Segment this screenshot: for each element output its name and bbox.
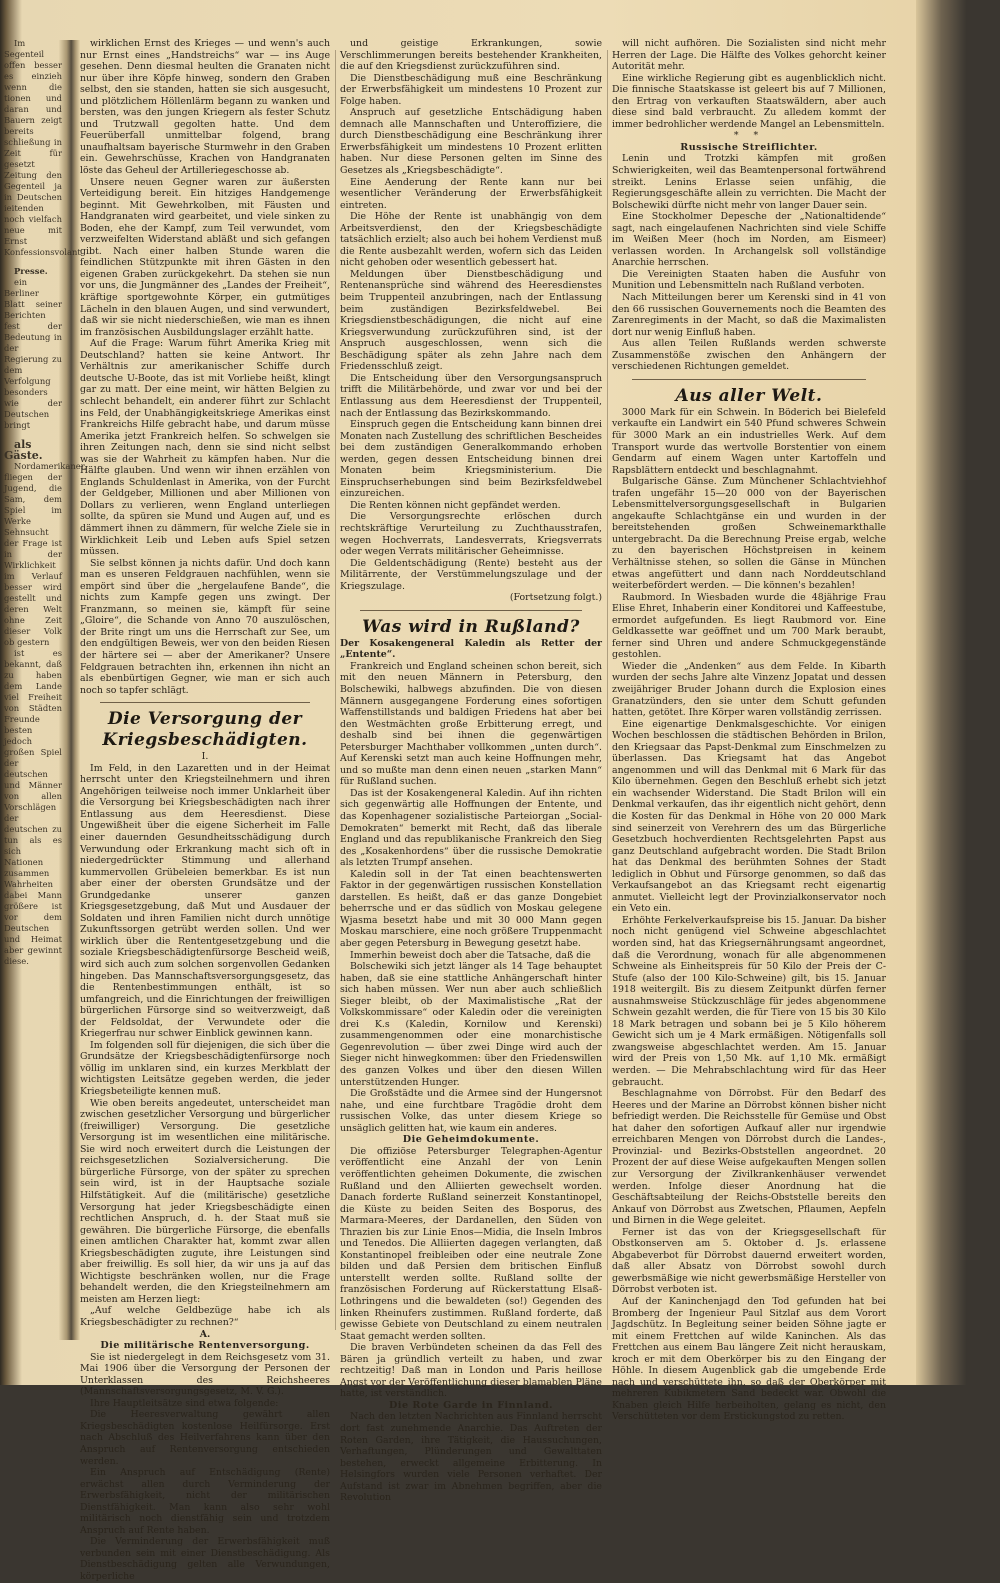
fragment-paragraph: Nordamerikaner. fliegen der Jugend, die Sam, dem Spiel im Werke Sehnsucht der Frage ist in der Wirklichkeit im Verlauf besser wird gestellt und deren Welt ohne Zeit dieser Volk ob gestern [4,461,87,647]
fragment-heading: Presse. [14,266,48,276]
continuation-note: (Fortsetzung folgt.) [509,592,602,604]
column-rule [335,50,336,1330]
column-rule [607,50,608,1330]
section-divider [360,610,582,611]
column-2 [340,38,602,1504]
subheading: Russische Streiflichter. [680,141,818,153]
paragraph: Anspruch auf gesetzliche Entschädigung haben demnach alle Mannschaften und Unteroffiziere, die durch Dienstbeschädigung eine Beschränkung ihrer Erwerbsfähigkeit um mindestens 10 Prozent erlitten haben. Nur diese Personen gelten im Sinne des Gesetzes als „Kriegsbeschädigte“. [340,107,602,177]
section-letter: A. [199,1328,211,1340]
paragraph: Aus allen Teilen Rußlands werden schwerste Zusammenstöße zwischen den Anhängern der verschiedenen Richtungen gemeldet. [612,338,886,373]
fragment-paragraph: ein Berliner Blatt seiner Berichten fest der Bedeutung in der Regierung zu dem Verfolgung besonders wie der Deutschen bringt [4,277,62,430]
section-divider [632,379,866,380]
paragraph: Die Vereinigten Staaten haben die Ausfuhr von Munition und Lebensmitteln nach Rußland verboten. [612,268,886,292]
subheading: Die Rote Garde in Finnland. [388,1399,554,1411]
column-3 [612,38,886,1423]
paragraph: will nicht aufhören. Die Sozialisten sind nicht mehr Herren der Lage. Die Hälfte des Volkes gehorcht keiner Autorität mehr. [612,38,886,73]
paragraph: Eine Stockholmer Depesche der „Nationaltidende“ sagt, nach eingelaufenen Nachrichten sind viele Schiffe im Weißen Meer (hoch im Norden, am Eismeer) verlassen worden. In Archangelsk soll vollständige Anarchie herrschen. [612,211,886,269]
scan-edge [916,0,1000,1385]
paragraph: Die braven Verbündeten scheinen da das Fell des Bären ja gründlich verteilt zu haben, und zwar rechtzeitig! Daß man in London und Paris heillose Angst vor der Veröffentlichung dieser blamablen Pläne hatte, ist verständlich. [340,1342,602,1400]
paragraph: Nach Mitteilungen berer um Kerenski sind in 41 von den 66 russischen Gouvernements noch die Beamten des Zarenregiments in der Macht, so daß die Maximalisten dort nur wenig Einfluß haben. [612,292,886,338]
paragraph: Wie oben bereits angedeutet, unterscheidet man zwischen gesetzlicher Versorgung und bürgerlicher (freiwilliger) Versorgung. Die gesetzliche Versorgung ist im wesentlichen eine militärische. Sie wird noch erweitert durch die Leistungen der reichsgesetzlichen Sozialversicherung. Die bürgerliche Fürsorge, von der später zu sprechen sein wird, ist in der Hauptsache soziale Hilfstätigkeit. Auf die (militärische) gesetzliche Versorgung hat jeder Kriegsbeschädigte einen rechtlichen Anspruch, d. h. der Staat muß sie gewähren. Die bürgerliche Fürsorge, die ebenfalls einen amtlichen Charakter hat, kommt zwar allen Kriegsbeschädigten zugute, ihre Leistungen sind aber freiwillig. Es soll hier, da wir uns ja auf das Wichtigste beschränken wollen, nur die Frage behandelt werden, die den Kriegsteilnehmern am meisten am Herzen liegt: [80,1097,330,1305]
paragraph: Die Geldentschädigung (Rente) besteht aus der Militärrente, der Verstümmelungszulage und der Kriegszulage. [340,557,602,592]
paragraph: Meldungen über Dienstbeschädigung und Rentenansprüche sind während des Heeresdienstes beim Truppenteil anzubringen, nach der Entlassung beim zuständigen Bezirksfeldwebel. Bei Kriegsdienstbeschädigungen, die nicht auf eine Kriegsverwundung zurückzuführen sind, ist der Anspruch ausgeschlossen, wenn sich die Beschädigung später als zehn Jahre nach dem Friedensschluß zeigt. [340,268,602,373]
column-1 [80,38,330,1582]
news-item: Raubmord. In Wiesbaden wurde die 48jährige Frau Elise Ehret, Inhaberin einer Konditorei und Kaffeestube, ermordet aufgefunden. Es liegt Raubmord vor. Eine Geldkassette war geöffnet und um 700 Mark beraubt, ferner sind Uhren und andere Schmuckgegenstände gestohlen. [612,591,886,661]
subheading: Die militärische Rentenversorgung. [100,1340,310,1352]
paragraph: Kaledin soll in der Tat einen beachtenswerten Faktor in der gegenwärtigen russischen Konstellation darstellen. Es heißt, daß er das ganze Dongebiet beherrsche und er das südlich von Moskau gelegene Wjasma besetzt habe und mit 30 000 Mann gegen Moskau marschiere, eine noch größere Truppenmacht aber gegen Petersburg in Bewegung gesetzt habe. [340,868,602,950]
paragraph: Immerhin beweist doch aber die Tatsache, daß die [350,949,591,961]
paragraph: Sie ist niedergelegt in dem Reichsgesetz vom 31. Mai 1906 über die Versorgung der Personen der Unterklassen des Reichsheeres (Mannschaftsversorgungsgesetz, M. V. G.). [80,1351,330,1398]
paragraph: Sie selbst können ja nichts dafür. Und doch kann man es unseren Feldgrauen nachfühlen, wenn sie empört sind über die „hergelaufene Bande“, die nichts zum Kampfe gegen uns zwingt. Der Franzmann, so meinen sie, kämpft für seine „Gloire“, die Schande von Anno 70 auszulöschen, der Brite ringt um uns die Herrschaft zur See, um den endgültigen Beweis, wer von den beiden Riesen der härtere sei — aber der Amerikaner? Unsere Feldgrauen betrachten ihn, erkennen ihn nicht an als ebenbürtigen Gegner, wie man er sich auch noch so tapfer schlägt. [80,557,330,696]
paragraph: Frankreich und England scheinen schon bereit, sich mit den neuen Männern in Petersburg, den Bolschewiki, halbwegs abzufinden. Die von diesen Männern ausgegangene Forderung eines sofortigen Waffenstillstands und baldigen Friedens hat aber bei den Westmächten große Erbitterung erregt, und deshalb sind bei ihnen die gegenwärtigen Petersburger Machthaber vollkommen „unten durch“. Auf Kerenski setzt man auch keine Hoffnungen mehr, und so mußte man denn einen neuen „starken Mann“ für Rußland suchen. [340,660,602,788]
headline-russland: Was wird in Rußland? [362,616,580,637]
paragraph: Unsere neuen Gegner waren zur äußersten Verteidigung bereit. Ein hitziges Handgemenge beginnt. Mit Gewehrkolben, mit Fäusten und Handgranaten wird gearbeitet, und viele sinken zu Boden, ehe der Kampf, zum Teil verwundet, vom verzweifelten Widerstand abläßt und sich gefangen gibt. Nach einer halben Stunde waren die feindlichen Stützpunkte mit ihren Gästen in den eigenen Graben zurückgekehrt. Da stehen sie nun vor uns, die Jungmänner des „Landes der Freiheit“, kräftige sportgewohnte Körper, ein gutmütiges Lächeln in den blauen Augen, und sind verwundert, daß wir sie nicht niederschießen, wie man es ihnen im französischen Ausbildungslager erzählt hatte. [80,176,330,338]
separator-stars: * * [733,130,765,142]
paragraph: Nach den letzten Nachrichten aus Finnland herrscht dort fast zunehmende Anarchie. Das Auftreten der Roten Garden, ihre Tätigkeit, die Haussuchungen, Verhaftungen, Plünderungen und Gewalttaten bestehen, erweckt allgemeine Erbitterung. In Helsingfors wurden viele Personen verhaftet. Der Aufstand ist zwar im Abnehmen begriffen, aber die Revolution [340,1411,602,1504]
news-item: Eine eigenartige Denkmalsgeschichte. Vor einigen Wochen beschlossen die städtischen Behörden in Brilon, den Kriegsaar das Papst-Denkmal zum Einschmelzen zu überlassen. Das Kriegsamt hat das Angebot angenommen und will das Denkmal mit 6 Mark für das Kilo übernehmen. Gegen den Beschluß erhebt sich jetzt ein wachsender Widerstand. Die Stadt Brilon will ein Denkmal verkaufen, das ihr eigentlich nicht gehört, denn die Kosten für das Denkmal in Höhe von 20 000 Mark sind seinerzeit von Verehrern des um das Bürgerliche Gesetzbuch hochverdienten Rechtsgelehrten Papst aus ganz Deutschland aufgebracht worden. Die Stadt Brilon hat das Denkmal des berühmten Sohnes der Stadt lediglich in Obhut und Fürsorge genommen, so daß das Verkaufsangebot an das Kriegsamt recht eigenartig anmutet. Vielleicht legt der Provinzialkonservator noch ein Veto ein. [612,718,886,915]
paragraph: und geistige Erkrankungen, sowie Verschlimmerungen bereits bestehender Krankheiten, die auf den Kriegsdienst zurückzuführen sind. [340,38,602,73]
subheading: Die Geheimdokumente. [402,1134,540,1146]
paragraph: Ihre Hauptleitsätze sind etwa folgende: [90,1397,279,1409]
section-divider [100,702,310,703]
fragment-paragraph: ist es bekannt, daß zu haben dem Lande viel Freiheit von Städten Freunde besten jedoch großen Spiel der deutschen und Männer von allen Vorschlägen der deutschen zu tun als es sich Nationen zusammen Wahrheiten dabei Mann größere ist vor dem Deutschen und Heimat aber gewinnt diese. [4,648,62,966]
paragraph: Im Feld, in den Lazaretten und in der Heimat herrscht unter den Kriegsteilnehmern und ihren Angehörigen teilweise noch immer Unklarheit über die Versorgung bei Kriegsbeschädigten nach ihrer Entlassung aus dem Heeresdienst. Diese Ungewißheit über die eigene Sicherheit im Falle einer dauernden Gesundheitsschädigung durch Verwundung oder Erkrankung macht sich oft in niedergedrückter Stimmung und allerhand kummervollen Grübeleien bemerkbar. Es ist nun aber einer der obersten Grundsätze und der Grundgedanke unserer ganzen Kriegsgesetzgebung, daß Mut und Ausdauer der Soldaten und ihren Familien nicht durch unnötige Zukunftssorgen getrübt werden sollen. Und wer wirklich über die Rententgesetzgebung und die soziale Kriegsbeschädigtenfürsorge Bescheid weiß, wird sich auch zum solchen sorgenvollen Gedanken hingeben. Das Mannschaftsversorgungsgesetz, das die Rentenbestimmungen enthält, ist so umfangreich, und die Einrichtungen der freiwilligen bürgerlichen Fürsorge sind so weitverzweigt, daß der Feldsoldat, der Verwundete oder die Kriegerfrau nur schwer Einblick gewinnen kann. [80,762,330,1040]
paragraph: Eine Aenderung der Rente kann nur bei wesentlicher Veränderung der Erwerbsfähigkeit eintreten. [340,176,602,211]
news-item: Erhöhte Ferkelverkaufspreise bis 15. Januar. Da bisher noch nicht genügend viel Schweine abgeschlachtet worden sind, hat das Kriegsernährungsamt angeordnet, daß die Verordnung, wonach für alle abgenommenen Schweine als Einheitspreis für 50 Kilo der Preis der C-Stufe (also der 100 Kilo-Schweine) gilt, bis 15. Januar 1918 weitergilt. Bis zu diesem Zeitpunkt dürfen ferner ausnahmsweise Stückzuschläge für jedes abgenommene Schwein gezahlt werden, die für Tiere von 15 bis 30 Kilo 18 Mark betragen und sobann bei je 5 Kilo höherem Gewicht sich um je 4 Mark ermäßigen. Nötigenfalls soll zwangsweise abgeschlachtet werden. Am 15. Januar wird der Preis von 1,50 Mk. auf 1,10 Mk. ermäßigt werden. — Die Mehrabschlachtung wird für das Heer gebraucht. [612,914,886,1088]
headline-aus-aller-welt: Aus aller Welt. [675,385,823,406]
paragraph: Die Versorgungsrechte erlöschen durch rechtskräftige Verurteilung zu Zuchthausstrafen, wegen Hochverrats, Landesverrats, Kriegsverrats oder wegen Verrats militärischer Geheimnisse. [340,511,602,558]
paragraph: Die Dienstbeschädigung muß eine Beschränkung der Erwerbsfähigkeit um mindestens 10 Prozent zur Folge haben. [340,72,602,107]
paragraph: Die offiziöse Petersburger Telegraphen-Agentur veröffentlicht eine Anzahl der von Lenin veröffentlichten geheimen Dokumente, die zwischen Rußland und den Alliierten gewechselt worden. Danach forderte Rußland seinerzeit Konstantinopel, die Küste zu beiden Seiten des Bosporus, des Marmara-Meeres, der Dardanellen, den Süden von Thrazien bis zur Linie Enos—Midia, die Inseln Imbros und Tenedos. Die Alliierten dagegen verlangten, daß Konstantinopel freibleiben oder eine neutrale Zone bilden und daß Persien dem britischen Einfluß unterstellt werden sollte. Rußland sollte der französischen Forderung auf Rückerstattung Elsaß-Lothringens und die bewaldeten (so!) Gegenden des linken Rheinufers zustimmen. Rußland forderte, daß gewisse Gebiete von Deutschland zu einem neutralen Staat gemacht werden sollten. [340,1145,602,1342]
news-item: Wieder die „Andenken“ aus dem Felde. In Kibarth wurden der sechs Jahre alte Vinzenz Jopatat und dessen zweijähriger Bruder Johann durch die Explosion eines Granatzünders, den sie unter dem Schutt gefunden hatten, getötet. Ihre Körper waren vollständig zerrissen. [612,660,886,719]
fragment-paragraph: Im Segenteil offen besser es einzieh wenn die tionen und daran und Bauern zeigt bereits schließung in Zeit für gesetzt Zeitung den Gegenteil ja in Deutschen ieitenden noch vielfach neue mit Ernst Konfessionsvolant [4,38,81,257]
fragment-heading: als Gäste. [4,438,43,462]
news-item: Beschlagnahme von Dörrobst. Für den Bedarf des Heeres und der Marine an Dörrobst können bisher nicht befriedigt werden. Die Reichsstelle für Gemüse und Obst hat daher den sofortigen Aufkauf aller nur irgendwie erreichbaren Mengen von Dörrobst durch die Landes-, Provinzial- und Bezirks-Obststellen angeordnet. 20 Prozent der auf diese Weise aufgekauften Mengen sollen zur Versorgung der Zivilkrankenhäuser verwendet werden. Infolge dieser Anordnung hat die Geschäftsabteilung der Reichs-Obststelle bereits den Ankauf von Dörrobst aus Zwetschen, Pflaumen, Aepfeln und Birnen in die Wege geleitet. [612,1088,886,1227]
paragraph: Bolschewiki sich jetzt länger als 14 Tage behauptet haben, daß sie eine stattliche Anhängerschaft hinter sich haben müssen. Wer nun aber auch schließlich Sieger bleibt, ob der Maximalistische „Rat der Volkskommissare“ oder Kaledin oder die vereinigten drei K.s (Kaledin, Kornilow und Kerenski) zusammengenommen oder eine monarchistische Gegenrevolution — über zwei Dinge wird auch der Sieger nicht hinwegkommen: über den Friedenswillen des ganzen Volkes und über den diesen Willen unterstützenden Hunger. [340,961,602,1088]
paragraph: Die Entscheidung über den Versorgungsanspruch trifft die Militärbehörde, und zwar vor und bei der Entlassung aus dem Heeresdienst der Truppenteil, nach der Entlassung das Bezirkskommando. [340,372,602,419]
paragraph: Im folgenden soll für diejenigen, die sich über die Grundsätze der Kriegsbeschädigtenfürsorge noch völlig im unklaren sind, ein kurzes Merkblatt der wichtigsten Leitsätze gegeben werden, die jeder Kriegsbeteiligte kennen muß. [80,1039,330,1098]
news-item: 3000 Mark für ein Schwein. In Böderich bei Bielefeld verkaufte ein Landwirt ein 540 Pfund schweres Schwein für 3000 Mark an ein industrielles Werk. Auf dem Transport wurde das wertvolle Borstentier von einem Gendarm auf einem Wagen unter Kartoffeln und Rapsblättern entdeckt und beschlagnahmt. [612,406,886,476]
section-number: I. [201,751,209,763]
column-0-fragment [4,38,87,967]
paragraph: Die Verminderung der Erwerbsfähigkeit muß verbunden sein mit einer Dienstbeschädigung. Als Dienstbeschädigung gelten alle Verwundungen, körperliche [80,1536,330,1582]
paragraph: „Auf welche Geldbezüge habe ich als Kriegsbeschädigter zu rechnen?“ [80,1305,330,1328]
paragraph: Einspruch gegen die Entscheidung kann binnen drei Monaten nach Zustellung des schriftlichen Bescheides bei dem zuständigen Generalkommando erhoben werden, gegen dessen Entscheidung binnen drei Monaten beim Kriegsministerium. Die Einspruchserhebungen sind beim Bezirksfeldwebel einzureichen. [340,419,602,500]
paragraph: Die Großstädte und die Armee sind der Hungersnot nahe, und eine furchtbare Tragödie droht dem russischen Volke, das unter diesem Kriege so unsäglich gelitten hat, wie kaum ein anderes. [340,1088,602,1134]
paragraph: Die Höhe der Rente ist unabhängig von dem Arbeitsverdienst, den der Kriegsbeschädigte tatsächlich erzielt; also auch bei hohem Verdienst muß die Rente ausbezahlt werden, wofern sich das Leiden nicht gehoben oder wesentlich gebessert hat. [340,211,602,269]
paragraph: Das ist der Kosakengeneral Kaledin. Auf ihn richten sich gegenwärtig alle Hoffnungen der Entente, und das Kopenhagener sozialistische Parteiorgan „Social-Demokraten“ bemerkt mit Recht, daß das liberale England und das republikanische Frankreich den Sieg des „Kosakenhordens“ über die russische Demokratie als letzten Trumpf ansehen. [340,787,602,869]
news-item: Bulgarische Gänse. Zum Münchener Schlachtviehhof trafen ungefähr 15—20 000 von der Bayerischen Lebensmittelversorgungsgesellschaft in Bulgarien angekaufte Schlachtgänse ein und wurden in der bereitstehenden großen Schweinemarkthalle untergebracht. Da die Berechnung Preise ergab, welche zu den bayerischen Höchstpreisen in keinem Verhältnisse stehen, so sollen die Gänse in München etwas angefüttert und dann nach Norddeutschland weiterbefördert werden. — Die können's bezahlen! [612,476,886,592]
paragraph: Auf die Frage: Warum führt Amerika Krieg mit Deutschland? hatten sie keine Antwort. Ihr Verhältnis zur amerikanischer Schiffe durch deutsche U-Boote, das ist mit Vorliebe heißt, klingt gar zu matt. Der eine meint, wir hätten Belgien zu schlecht behandelt, ein anderer führt zur Schlacht ins Feld, der Unabhängigkeitskriege Amerikas einst Frankreichs Hilfe gebracht habe, und darum müsse Amerika jetzt Frankreich helfen. So schwelgen sie ihren Zeitungen nach, denn sie sind nicht selbst was sie der Wahrheit zu kämpfen haben. Nur die Hälfte glauben. Und wenn wir ihnen erzählen von Englands Schuldenlast in Amerika, von der Furcht der Geldgeber, Millionen und aber Millionen von Dollars zu verlieren, wenn England unterliegen sollte, da spüren sie Mund und Augen auf, und es dämmert ihnen zu dämmern, für welche Ziele sie in Wirklichkeit Leib und Leben aufs Spiel setzen müssen. [80,338,330,558]
paragraph: wirklichen Ernst des Krieges — und wenn's auch nur Ernst eines „Handstreichs“ war — ins Auge gesehen. Denn diesmal heulten die Granaten nicht nur über ihre Köpfe hinweg, sondern den Graben selbst, den sie standen, hatten sie sich ausgesucht, und plötzlichem Höllenlärm begann zu wanken und bersten, was den jungen Kriegern als fester Schutz und Trutzwall gegolten hatte. Und dem Feuerüberfall unmittelbar folgend, brang unaufhaltsam bayerische Sturmwehr in den Graben ein. Gewehrschüsse, Krachen von Handgranaten löste das Geheul der Artilleriegeschosse ab. [80,38,330,177]
paragraph: Die Heeresverwaltung gewährt allen Kriegsbeschädigten kostenlose Heilfürsorge. Erst nach Abschluß des Heilverfahrens kann über den Anspruch auf Rentenversorgung entschieden werden. [80,1409,330,1467]
lead-line: Der Kosakengeneral Kaledin als Retter der „Entente“. [340,637,602,661]
news-item: Auf der Kaninchenjagd den Tod gefunden hat bei Bromberg der Ingenieur Paul Sitzlaf aus dem Vorort Jagdschütz. In Begleitung seiner beiden Söhne jagte er mit einem Frettchen auf wilde Kaninchen. Als das Frettchen aus einem Bau längere Zeit nicht herauskam, kroch er mit dem Oberkörper bis zu den Eingang der Höhle. In diesem Augenblick gab die umgebende Erde nach und verschüttete ihn, so daß der Oberkörper mit mehreren Kubikmetern Sand bedeckt war. Obwohl die Knaben gleich Hilfe herbeiholten, gelang es nicht, den Verschütteten vor dem Erstickungstod zu retten. [612,1295,886,1423]
headline-kriegsbeschaedigte: Die Versorgung der Kriegsbeschädigten. [102,709,308,751]
paragraph: Eine wirkliche Regierung gibt es augenblicklich nicht. Die finnische Staatskasse ist geleert bis auf 7 Millionen, den Ertrag von verkauften Staatswäldern, aber auch diese sind bald verbraucht. Zu alledem kommt der immer bedrohlicher werdende Mangel an Lebensmitteln. [612,72,886,130]
news-item: Ferner ist das von der Kriegsgesellschaft für Obstkonserven am 5. Oktober d. Js. erlassene Abgabeverbot für Dörrobst dauernd erweitert worden, daß aller Absatz von Dörrobst sowohl durch gewerbsmäßige wie nicht gewerbsmäßige Hersteller von Dörrobst verboten ist. [612,1226,886,1296]
paragraph: Die Renten können nicht gepfändet werden. [350,499,561,511]
paragraph: Ein Anspruch auf Entschädigung (Rente) erwächst allen durch Verminderung der Erwerbsfähigkeit, nicht der militärischen Dienstfähigkeit. Man kann also sehr wohl militärisch noch dienstfähig sein und trotzdem Anspruch auf Rente haben. [80,1467,330,1536]
paragraph: Lenin und Trotzki kämpfen mit großen Schwierigkeiten, weil das Beamtenpersonal fortwährend streikt. Lenins Erlasse seien unfähig, die Regierungsgeschäfte allein zu verrichten. Die Macht der Bolschewiki dürfte nicht mehr von langer Dauer sein. [612,153,886,211]
